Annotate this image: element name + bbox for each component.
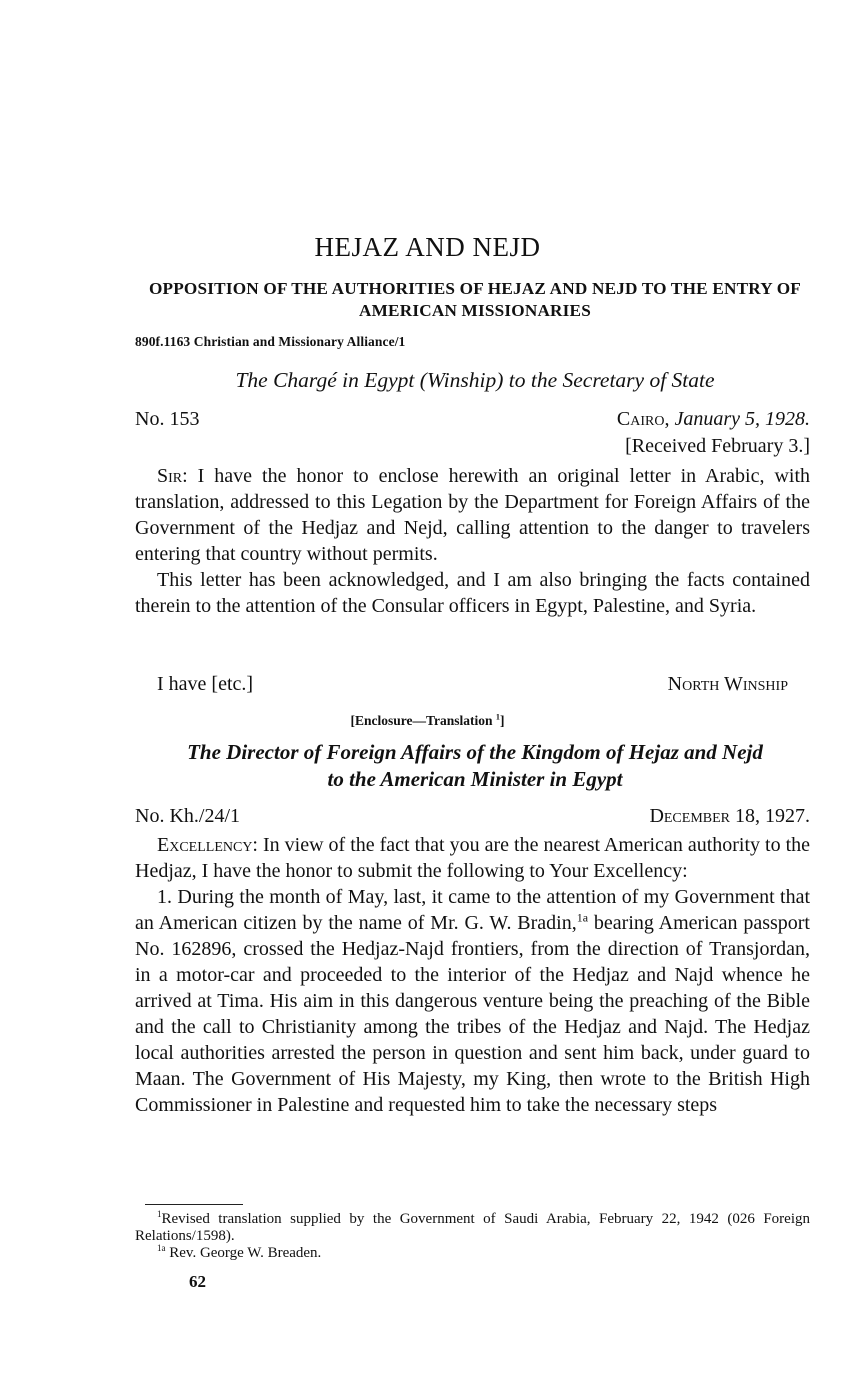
document-dateline <box>135 406 810 432</box>
footnote <box>135 1245 810 1262</box>
enclosure-label <box>0 713 855 729</box>
enclosure-paragraph <box>135 884 810 1118</box>
salutation: Sir: <box>157 465 188 487</box>
paragraph-text: I have the honor to enclose herewith an original letter in Arabic, with translation, addressed to this Legation by the Department for Foreign Affairs of the Government of the Hedjaz and Nejd, calling attention to the danger to travelers entering that country without permits. <box>135 465 810 565</box>
document-date: January 5, 1928. <box>674 408 810 430</box>
document-title: The Chargé in Egypt (Winship) to the Secretary of State <box>235 368 715 392</box>
received-line <box>135 433 810 459</box>
enclosure-salutation: Excellency: <box>157 834 258 856</box>
signature: North Winship <box>667 673 788 695</box>
footnote <box>135 1211 810 1245</box>
enclosure-bracket: ] <box>499 713 505 728</box>
document-place-date <box>617 406 810 432</box>
paragraph-text: In view of the fact that you are the nearest American authority to the Hedjaz, I have the honor to submit the following to Your Excellency: <box>135 834 811 882</box>
footnote-mark: 1a <box>157 1243 166 1253</box>
enclosure-dateline <box>135 803 810 829</box>
footnote-divider <box>145 1204 243 1205</box>
page-heading: HEJAZ AND NEJD <box>314 232 541 262</box>
enclosure-title-line1: The Director of Foreign Affairs of the Kingdom of Hejaz and Nejd <box>187 740 763 764</box>
enclosure-title-line2: to the American Minister in Egypt <box>327 767 623 791</box>
enclosure-text: [Enclosure—Translation <box>350 713 493 728</box>
enclosure-number: No. Kh./24/1 <box>135 805 240 827</box>
letter-paragraph <box>135 463 810 567</box>
enclosure-title <box>135 739 815 793</box>
letter-body <box>135 463 810 619</box>
received-date: [Received February 3.] <box>625 435 810 457</box>
document-number: No. 153 <box>135 408 200 430</box>
paragraph-text: This letter has been acknowledged, and I am also bringing the facts contained therein to the attention of the Consular officers in Egypt, Palestine, and Syria. <box>135 569 810 617</box>
closing-phrase: I have [etc.] <box>157 673 254 695</box>
footnote-mark: 1a <box>576 910 589 925</box>
file-reference: 890f.1163 Christian and Missionary Alliance/1 <box>135 334 406 349</box>
footnote-text: Revised translation supplied by the Government of Saudi Arabia, February 22, 1942 (026 Foreign Relations/1598). <box>135 1211 810 1244</box>
footnote-mark: 1 <box>157 1209 162 1219</box>
footnote-text: Rev. George W. Breaden. <box>169 1245 322 1261</box>
footnote-mark: 1 <box>495 712 500 722</box>
page-number: 62 <box>189 1272 206 1291</box>
enclosure-paragraph <box>135 832 810 884</box>
document-place: Cairo, <box>616 408 670 430</box>
letter-paragraph <box>135 567 810 619</box>
paragraph-text: bearing American passport No. 162896, crossed the Hedjaz-Najd frontiers, from the direction of Transjordan, in a motor-car and proceeded to the interior of the Hedjaz and Najd whence he arrived at Tima. His aim in this dangerous venture being the preaching of the Bible and the call to Christianity among the tribes of the Hedjaz and Najd. The Hedjaz local authorities arrested the person in question and sent him back, under guard to Maan. The Government of His Majesty, my King, then wrote to the British High Commissioner in Palestine and requested him to take the necessary steps <box>135 912 810 1116</box>
enclosure-date: December 18, 1927. <box>649 805 810 827</box>
letter-closing <box>135 671 810 697</box>
paragraph-text: 1. During the month of May, last, it came to the attention of my Government that an American citizen by the name of Mr. G. W. Bradin, <box>135 886 810 934</box>
section-subheading: OPPOSITION OF THE AUTHORITIES OF HEJAZ AND NEJD TO THE ENTRY OF AMERICAN MISSIONARIES <box>148 279 802 320</box>
footnotes <box>135 1211 810 1262</box>
enclosure-body <box>135 832 810 1118</box>
